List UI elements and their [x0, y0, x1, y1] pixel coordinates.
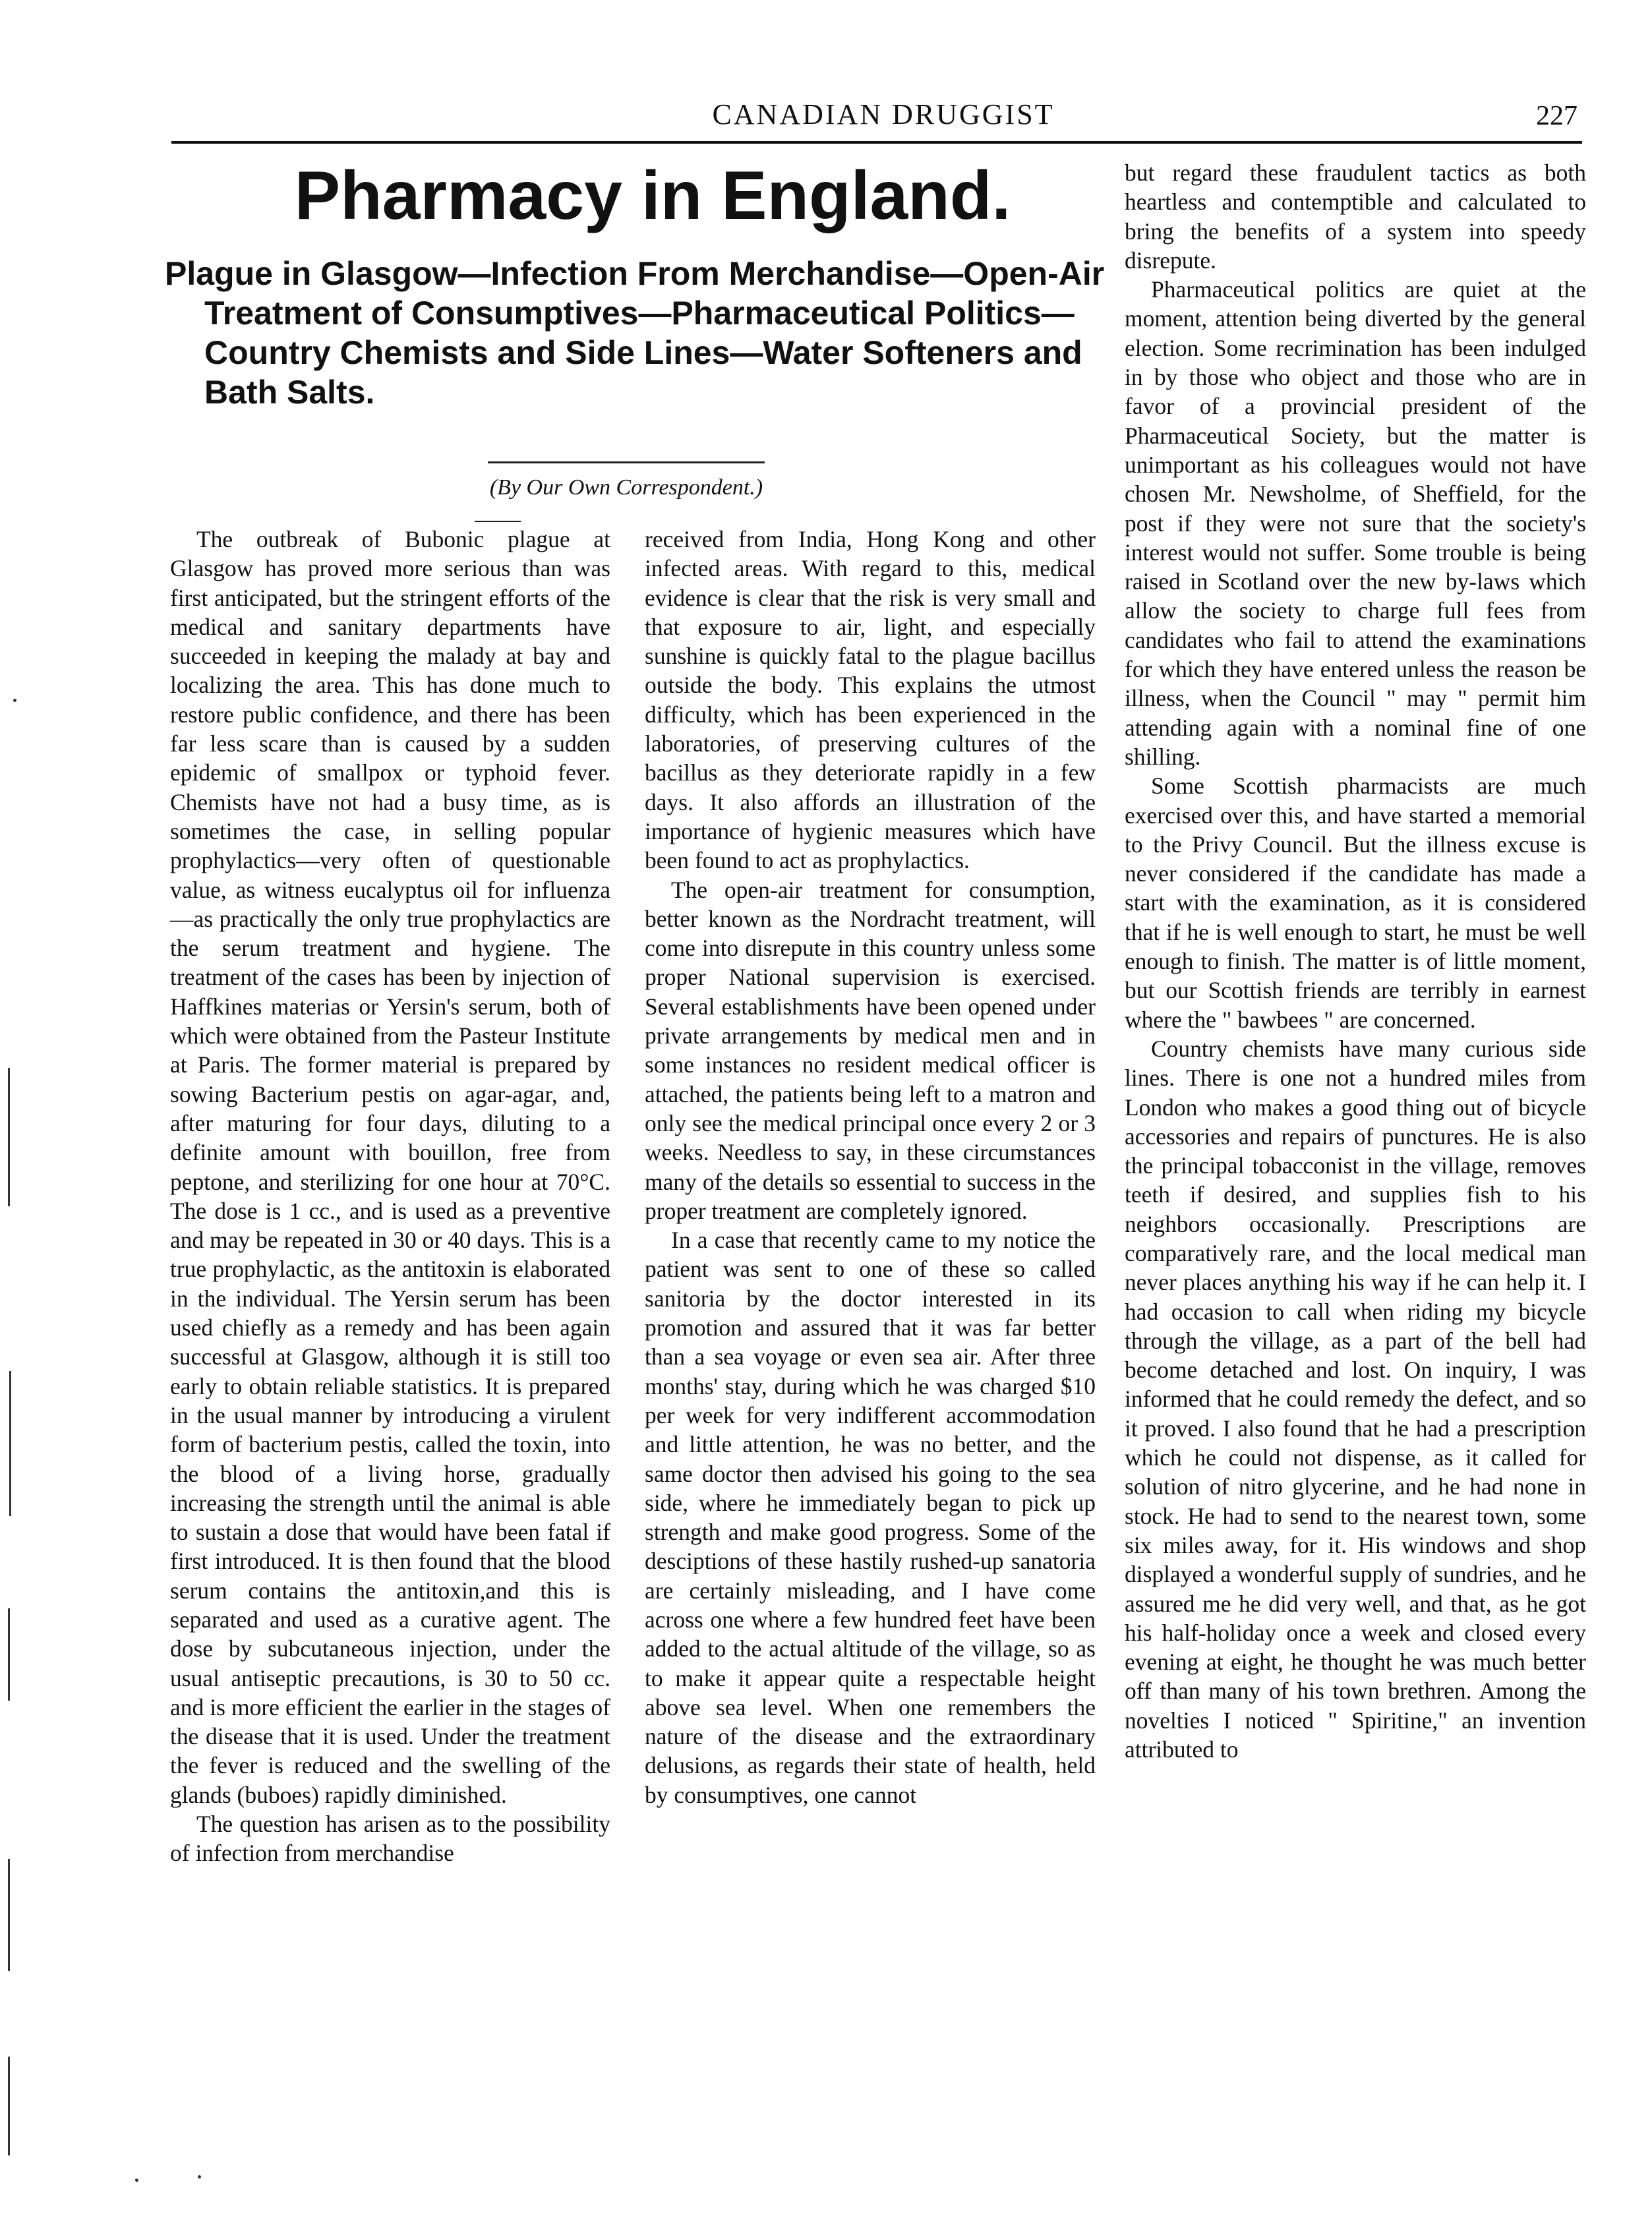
running-header-title: CANADIAN DRUGGIST [712, 98, 1055, 131]
scan-margin-mark [8, 1859, 10, 1971]
scan-margin-mark [9, 1371, 11, 1516]
paragraph: The open-air treatment for consumption, better known as the Nordracht treatment, will come into disrepute in this country unless some proper National supervision is exercised. Several establishments have been opened under private arrangements by medical men and in some instances no resident medical officer is attached, the patients being left to a matron and only see the medical principal once every 2 or 3 weeks. Needless to say, in these circumstances many of the details so essential to success in the proper treatment are completely ignored. [645, 876, 1096, 1224]
byline: (By Our Own Correspondent.) [489, 475, 763, 500]
paragraph: Pharmaceutical politics are quiet at the moment, attention being diverted by the general election. Some recrimination has been indulged in by those who object and those who are in favor of a provincial president of the Pharmaceutical Society, but the matter is unimportant as his colleagues would not have chosen Mr. Newsholme, of Sheffield, for the post if they were not sure that the society's interest would not suffer. Some trouble is being raised in Scotland over the new by-laws which allow the society to charge full fees from candidates who fail to attend the examinations for which they have entered unless the reason be illness, when the Council " may " permit him attending again with a nominal fine of one shilling. [1125, 276, 1586, 770]
article-column-1 [170, 525, 610, 1868]
article-column-3 [1125, 158, 1586, 1764]
scan-margin-mark [8, 1068, 10, 1206]
scan-speck [198, 2175, 201, 2179]
paragraph: The outbreak of Bubonic plague at Glasgow has proved more serious than was first anticipated, but the stringent efforts of the medical and sanitary departments have succeeded in keeping the malady at bay and localizing the area. This has done much to restore public confidence, and there has been far less scare than is caused by a sudden epidemic of smallpox or typhoid fever. Chemists have not had a busy time, as is sometimes the case, in selling popular prophylactics—very often of questionable value, as witness eucalyptus oil for influenza—as practically the only true prophylactics are the serum treatment and hygiene. The treatment of the cases has been by injection of Haffkines materias or Yersin's serum, both of which were obtained from the Pasteur Institute at Paris. The former material is prepared by sowing Bacterium pestis on agar-agar, and, after maturing for four days, diluting to a definite amount with bouillon, free from peptone, and sterilizing for one hour at 70°C. The dose is 1 cc., and is used as a preventive and may be repeated in 30 or 40 days. This is a true prophylactic, as the antitoxin is elaborated in the individual. The Yersin serum has been used chiefly as a remedy and has been again successful at Glasgow, although it is still too early to obtain reliable statistics. It is prepared in the usual manner by introducing a virulent form of bacterium pestis, called the toxin, into the blood of a living horse, gradually increasing the strength until the animal is able to sustain a dose that would have been fatal if first introduced. It is then found that the blood serum contains the antitoxin,and this is separated and used as a curative agent. The dose by subcutaneous injection, under the usual antiseptic precautions, is 30 to 50 cc. and is more efficient the earlier in the stages of the disease that it is used. Under the treatment the fever is reduced and the swelling of the glands (buboes) rapidly diminished. [170, 526, 610, 1808]
paragraph: Some Scottish pharmacists are much exercised over this, and have started a memorial to the Privy Council. But the illness excuse is never considered if the candidate has made a start with the examination, as it is considered that if he is well enough to start, he must be well enough to finish. The matter is of little moment, but our Scottish friends are terribly in earnest where the " bawbees " are concerned. [1125, 773, 1586, 1033]
page-number: 227 [1536, 101, 1578, 131]
paragraph: received from India, Hong Kong and other infected areas. With regard to this, medical evidence is clear that the risk is very small and that exposure to air, light, and especially sunshine is quickly fatal to the plague bacillus outside the body. This explains the utmost difficulty, which has been experienced in the laboratories, of preserving cultures of the bacillus as they deteriorate rapidly in a few days. It also affords an illustration of the importance of hygienic measures which have been found to act as prophylactics. [645, 526, 1096, 874]
paragraph: In a case that recently came to my notice the patient was sent to one of these so called sanitoria by the doctor interested in its promotion and assured that it was far better than a sea voyage or even sea air. After three months' stay, during which he was charged $10 per week for very indifferent accommodation and little attention, he was no better, and the same doctor then advised his going to the sea side, where he immediately began to pick up strength and make good progress. Some of the desciptions of these hastily rushed-up sanatoria are certainly misleading, and I have come across one where a few hundred feet have been added to the actual altitude of the village, so as to make it appear quite a respectable height above sea level. When one remembers the nature of the disease and the extraordinary delusions, as regards their state of health, held by consumptives, one cannot [645, 1227, 1096, 1808]
header-rule [171, 141, 1582, 144]
byline-rule [475, 521, 521, 522]
paragraph: but regard these fraudulent tactics as both heartless and contemptible and calculated to bring the benefits of a system into speedy disrepute. [1125, 160, 1586, 274]
paragraph: The question has arisen as to the possibility of infection from merchandise [170, 1811, 610, 1867]
scan-margin-mark [8, 2057, 10, 2155]
scan-speck [13, 699, 16, 702]
scan-speck [135, 2179, 138, 2182]
paragraph: Country chemists have many curious side lines. There is one not a hundred miles from London who makes a good thing out of bicycle accessories and repairs of punctures. He is also the principal tobacconist in the village, removes teeth if desired, and supplies fish to his neighbors occasionally. Prescriptions are comparatively rare, and the local medical man never places anything his way if he can help it. I had occasion to call when riding my bicycle through the village, as a part of the bell had become detached and lost. On inquiry, I was informed that he could remedy the defect, and so it proved. I also found that he had a prescription which he could not dispense, as it called for solution of nitro glycerine, and he had none in stock. He had to send to the nearest town, some six miles away, for it. His windows and shop displayed a wonderful supply of sundries, and he assured me he did very well, and that, as he got his half-holiday once a week and closed every evening at eight, he thought he was much better off than many of his town brethren. Among the novelties I noticed " Spiritine," an invention attributed to [1125, 1035, 1586, 1763]
article-subtitle: Plague in Glasgow—Infection From Merchandise—Open-Air Treatment of Consumptives—Pharmaceutical Politics—Country Chemists and Side Lines—Water Softeners and Bath Salts. [165, 255, 1105, 411]
article-column-2 [645, 525, 1096, 1809]
scan-margin-mark [8, 1608, 10, 1701]
subtitle-rule [488, 461, 765, 463]
article-title: Pharmacy in England. [294, 158, 1011, 234]
